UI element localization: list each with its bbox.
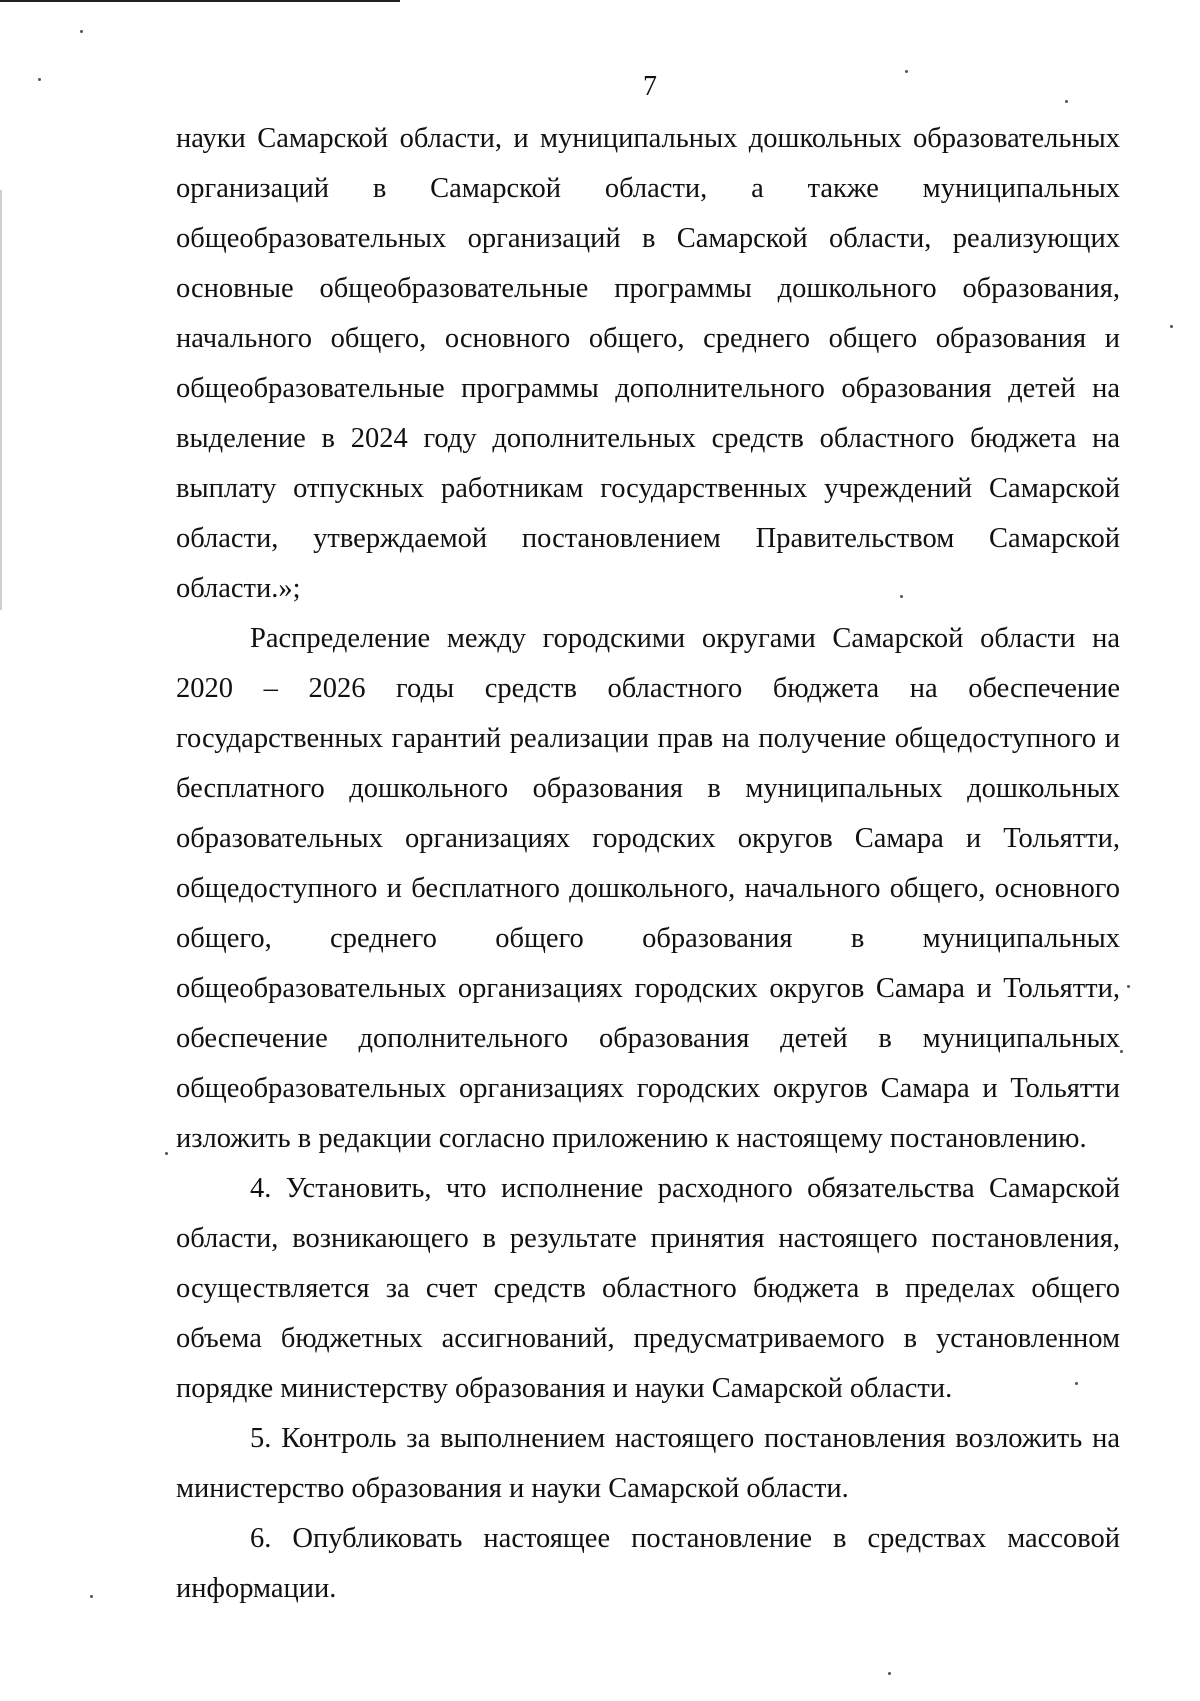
paragraph-continuation: науки Самарской области, и муниципальных дошкольных образовательных организаций в Самарской области, а также муниципальных общеобразовательных организаций в Самарской области, реализующих основные общеобразовательные программы дошкольного образования, начального общего, основного общего, среднего общего образования и общеобразовательные программы дополнительного образования детей на выделение в 2024 году дополнительных средств областного бюджета на выплату отпускных работникам государственных учреждений Самарской области, утверждаемой постановлением Правительством Самарской области.»; bbox=[176, 123, 1120, 604]
scan-speck bbox=[1170, 325, 1173, 328]
scan-speck bbox=[888, 1672, 891, 1675]
scan-speck bbox=[90, 1595, 93, 1598]
scan-edge-shadow bbox=[0, 190, 2, 610]
document-body bbox=[176, 114, 1120, 1614]
scan-speck bbox=[1120, 1050, 1123, 1053]
page-number: 7 bbox=[643, 71, 657, 102]
scan-speck bbox=[80, 30, 83, 33]
scan-speck bbox=[38, 78, 41, 81]
scan-speck bbox=[165, 1152, 168, 1155]
paragraph-item-5: 5. Контроль за выполнением настоящего постановления возложить на министерство образования и науки Самарской области. bbox=[176, 1423, 1120, 1504]
scan-speck bbox=[1127, 985, 1130, 988]
scan-speck bbox=[905, 70, 908, 73]
scan-speck bbox=[1065, 100, 1068, 103]
paragraph-item-4: 4. Установить, что исполнение расходного обязательства Самарской области, возникающего в результате принятия настоящего постановления, осуществляется за счет средств областного бюджета в пределах общего объема бюджетных ассигнований, предусматриваемого в установленном порядке министерству образования и науки Самарской области. bbox=[176, 1173, 1120, 1404]
scan-speck bbox=[900, 595, 903, 598]
paragraph-distribution: Распределение между городскими округами Самарской области на 2020 – 2026 годы средств областного бюджета на обеспечение государственных гарантий реализации прав на получение общедоступного и бесплатного дошкольного образования в муниципальных дошкольных образовательных организациях городских округов Самара и Тольятти, общедоступного и бесплатного дошкольного, начального общего, основного общего, среднего общего образования в муниципальных общеобразовательных организациях городских округов Самара и Тольятти, обеспечение дополнительного образования детей в муниципальных общеобразовательных организациях городских округов Самара и Тольятти изложить в редакции согласно приложению к настоящему постановлению. bbox=[176, 623, 1120, 1154]
scan-speck bbox=[1075, 1382, 1078, 1385]
top-edge-line bbox=[0, 0, 400, 2]
paragraph-item-6: 6. Опубликовать настоящее постановление в средствах массовой информации. bbox=[176, 1523, 1120, 1604]
